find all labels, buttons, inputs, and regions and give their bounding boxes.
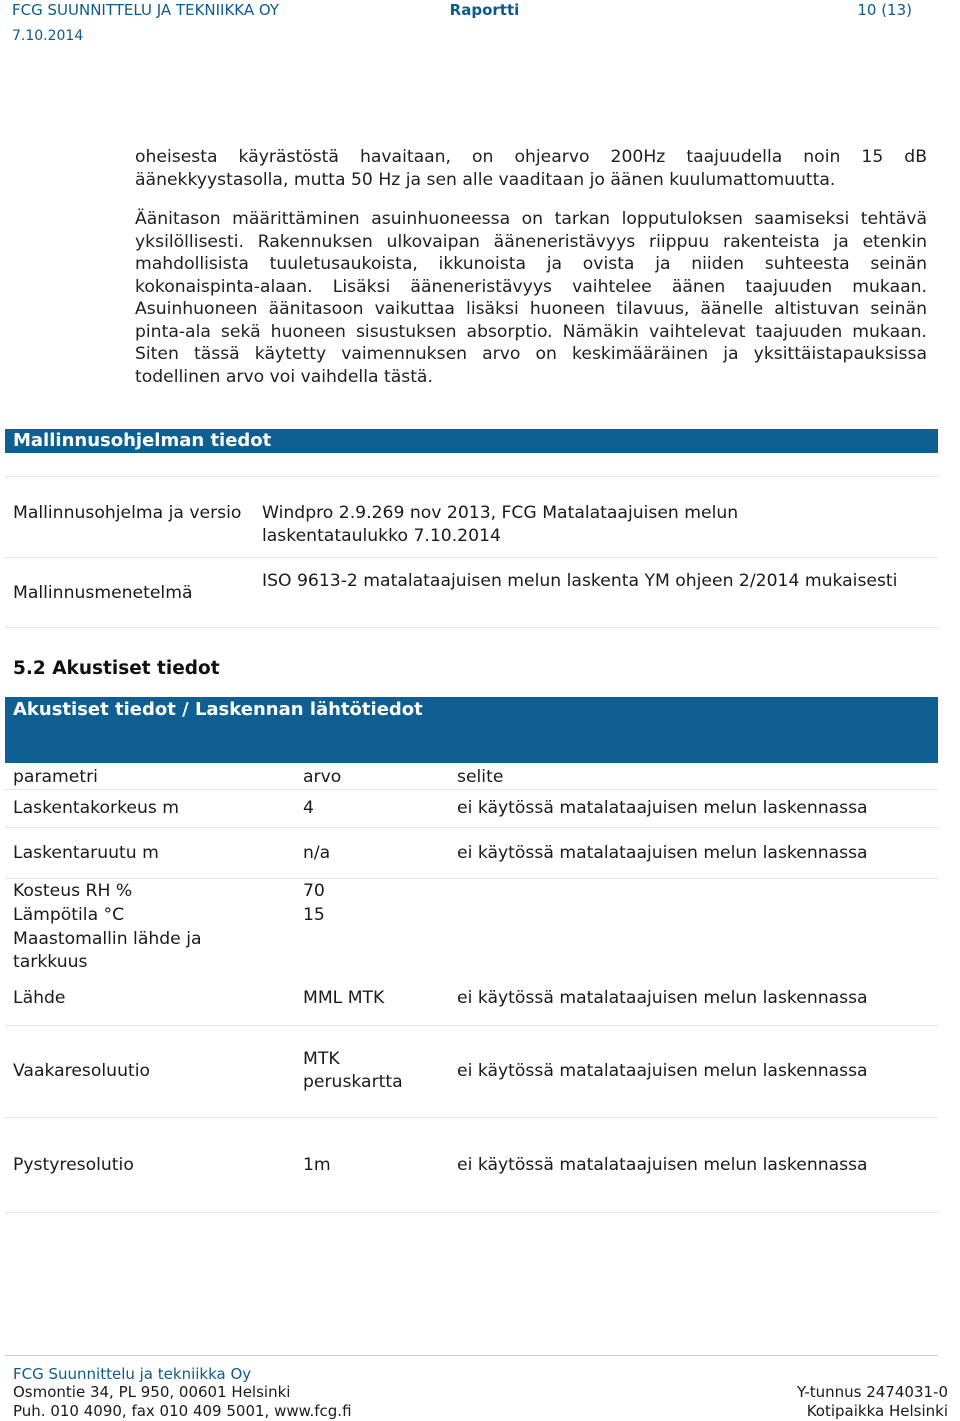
table-row-note: ei käytössä matalataajuisen melun laskennassa (457, 798, 868, 818)
software-row-value: Windpro 2.9.269 nov 2013, FCG Matalataajuisen melun laskentataulukko 7.10.2014 (262, 503, 739, 546)
table-row-param: Vaakaresoluutio (13, 1061, 150, 1081)
footer-domicile: Kotipaikka Helsinki (806, 1402, 948, 1420)
divider (5, 557, 938, 558)
intro-paragraph-1: oheisesta käyrästöstä havaitaan, on ohjearvo 200Hz taajuudella noin 15 dB äänekkyystasolla, mutta 50 Hz ja sen alle vaaditaan jo äänen kuulumattomuutta. (135, 147, 927, 190)
table-row-param: Laskentaruutu m (13, 843, 159, 863)
table-row-note: ei käytössä matalataajuisen melun laskennassa (457, 1155, 868, 1175)
acoustic-table-title-text: Akustiset tiedot / Laskennan lähtötiedot (13, 699, 423, 720)
table-row-param: Lähde (13, 988, 66, 1008)
table-row-value: 1m (303, 1155, 331, 1175)
table-row-value: 70 (303, 881, 325, 901)
table-row-value: 15 (303, 905, 325, 925)
table-row-param: Laskentakorkeus m (13, 798, 180, 818)
column-header-parametri: parametri (13, 767, 98, 787)
divider (5, 1212, 938, 1213)
software-row-label: Mallinnusmenetelmä (13, 583, 193, 603)
footer-contact: Puh. 010 4090, fax 010 409 5001, www.fcg.fi (13, 1402, 352, 1420)
footer-row (13, 1402, 948, 1421)
table-row-value: n/a (303, 843, 331, 863)
software-row-value: ISO 9613-2 matalataajuisen melun laskenta YM ohjeen 2/2014 mukaisesti (262, 571, 898, 591)
divider (5, 789, 938, 790)
page-header (12, 0, 912, 46)
footer-business-id: Y-tunnus 2474031-0 (796, 1383, 948, 1401)
section-heading: 5.2 Akustiset tiedot (13, 658, 220, 679)
header-company: FCG SUUNNITTELU JA TEKNIIKKA OY (12, 1, 280, 19)
divider (5, 1117, 938, 1118)
table-row-value: MTK peruskartta (303, 1049, 403, 1092)
divider (5, 627, 938, 628)
footer-address: Osmontie 34, PL 950, 00601 Helsinki (13, 1383, 291, 1401)
software-section-title: Mallinnusohjelman tiedot (5, 429, 938, 453)
software-row-label: Mallinnusohjelma ja versio (13, 503, 242, 523)
divider (5, 1025, 938, 1026)
table-row-param: Kosteus RH % (13, 881, 133, 901)
divider (5, 476, 938, 477)
footer-company: FCG Suunnittelu ja tekniikka Oy (13, 1365, 252, 1383)
column-header-selite: selite (457, 767, 504, 787)
footer-divider (5, 1355, 938, 1356)
footer-row (13, 1383, 948, 1402)
divider (5, 827, 938, 828)
acoustic-table-title (5, 697, 938, 763)
column-header-arvo: arvo (303, 767, 342, 787)
table-row-param: Pystyresolutio (13, 1155, 134, 1175)
table-row-value: 4 (303, 798, 314, 818)
divider (5, 878, 938, 879)
table-row-value: MML MTK (303, 988, 385, 1008)
header-page-number: 10 (13) (857, 1, 912, 19)
table-row-note: ei käytössä matalataajuisen melun laskennassa (457, 988, 868, 1008)
table-row-param: Maastomallin lähde ja tarkkuus (13, 929, 202, 972)
header-date: 7.10.2014 (12, 28, 84, 44)
intro-paragraph-2: Äänitason määrittäminen asuinhuoneessa on tarkan lopputuloksen saamiseksi tehtävä yksilöllisesti. Rakennuksen ulkovaipan ääneneristävyys riippuu rakenteista ja etenkin mahdollisista tuuletusaukoista, ikkunoista ja ovista ja niiden suhteesta seinän kokonaispinta-alaan. Lisäksi ääneneristävyys vaihtelee äänen taajuuden mukaan. Asuinhuoneen äänitasoon vaikuttaa lisäksi huoneen tilavuus, äänelle altistuvan seinän pinta-ala sekä huoneen sisustuksen absorptio. Nämäkin vaihtelevat taajuuden mukaan. Siten tässä käytetty vaimennuksen arvo on keskimääräinen ja yksittäistapauksissa todellinen arvo voi vaihdella tästä. (135, 209, 927, 387)
table-row-param: Lämpötila °C (13, 905, 125, 925)
table-row-note: ei käytössä matalataajuisen melun laskennassa (457, 1061, 868, 1081)
table-row-note: ei käytössä matalataajuisen melun laskennassa (457, 843, 868, 863)
header-doc-type: Raportti (449, 1, 520, 19)
